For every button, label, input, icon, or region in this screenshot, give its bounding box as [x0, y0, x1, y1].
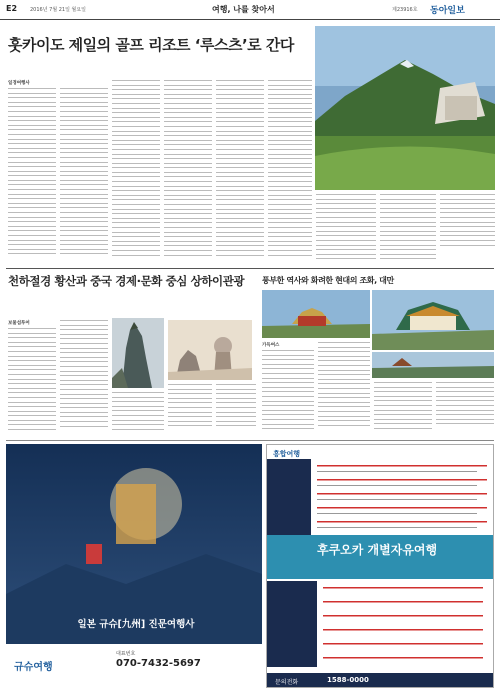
page-number: E2 [6, 4, 18, 13]
article1-headline: 훗카이도 제일의 골프 리조트 ‘루스츠’로 간다 [8, 36, 294, 54]
golf-resort-photo [315, 26, 495, 190]
article1-body-col8 [380, 194, 436, 264]
article2-body-col5 [216, 384, 256, 436]
article1-body-col6 [268, 80, 312, 264]
taiwan-photo-3 [372, 352, 494, 378]
tour-ad-price-table [267, 459, 494, 579]
section-divider [6, 268, 494, 269]
article1-body-col2 [60, 88, 108, 264]
tour-packages-ad[interactable] [266, 444, 494, 688]
article1-body-col7 [316, 194, 376, 264]
tour-ad-footer-phone: 1588-0000 [327, 676, 369, 684]
article2-byline: 보물섬투어 [8, 321, 30, 326]
tour-ad-footer [267, 673, 494, 688]
kyushu-ad-phone: 070-7432-5697 [116, 658, 201, 669]
article3-body-col2 [318, 342, 370, 436]
newspaper-logo: 동아일보 [430, 6, 465, 16]
ad-divider [6, 440, 494, 441]
article1-byline: 일경여행사 [8, 81, 30, 86]
article3-body-col1 [262, 350, 314, 436]
page-header [0, 0, 500, 20]
article3-headline: 풍부한 역사와 화려한 현대의 조화, 대만 [262, 276, 394, 285]
article3-byline: 가득여스 [262, 343, 280, 348]
huangshan-photo [112, 318, 164, 388]
article1-body-col3 [112, 80, 160, 264]
article2-headline: 천하절경 황산과 중국 경제·문화 중심 상하이관광 [8, 274, 245, 288]
tour-ad-title: 흥합여행 [273, 450, 301, 458]
kyushu-ad-illustration [6, 444, 262, 644]
article2-body-col4 [168, 384, 212, 436]
article3-body-col4 [436, 382, 494, 436]
kyushu-travel-ad[interactable] [6, 444, 262, 688]
article1-body-col9 [440, 194, 495, 264]
article2-body-col1 [8, 328, 56, 436]
kyushu-ad-footer [6, 644, 262, 688]
tour-ad-footer-label: 문의전화 [275, 679, 299, 686]
article2-body-col3 [112, 392, 164, 436]
kyushu-ad-phone-label: 대표번호 [116, 651, 136, 657]
article1-body-col1 [8, 88, 56, 264]
section-title: 여행, 나를 찾아서 [212, 5, 275, 14]
shanghai-photo [168, 320, 252, 380]
article2-body-col2 [60, 320, 108, 436]
article1-body-col5 [216, 80, 264, 264]
tour-ad-list [267, 581, 494, 677]
kyushu-ad-logo: 규슈여행 [14, 662, 53, 673]
tour-ad-banner: 후쿠오카 개별자유여행 [317, 543, 438, 557]
issue-number: 제23916호 [392, 7, 418, 13]
taiwan-photo-2 [372, 290, 494, 350]
article1-body-col4 [164, 80, 212, 264]
kyushu-ad-caption: 일본 규슈[九州] 진문여행사 [77, 619, 195, 630]
issue-date: 2016년 7월 21일 월요일 [30, 7, 87, 13]
article3-body-col3 [374, 382, 432, 436]
taiwan-photo-1 [262, 290, 370, 338]
